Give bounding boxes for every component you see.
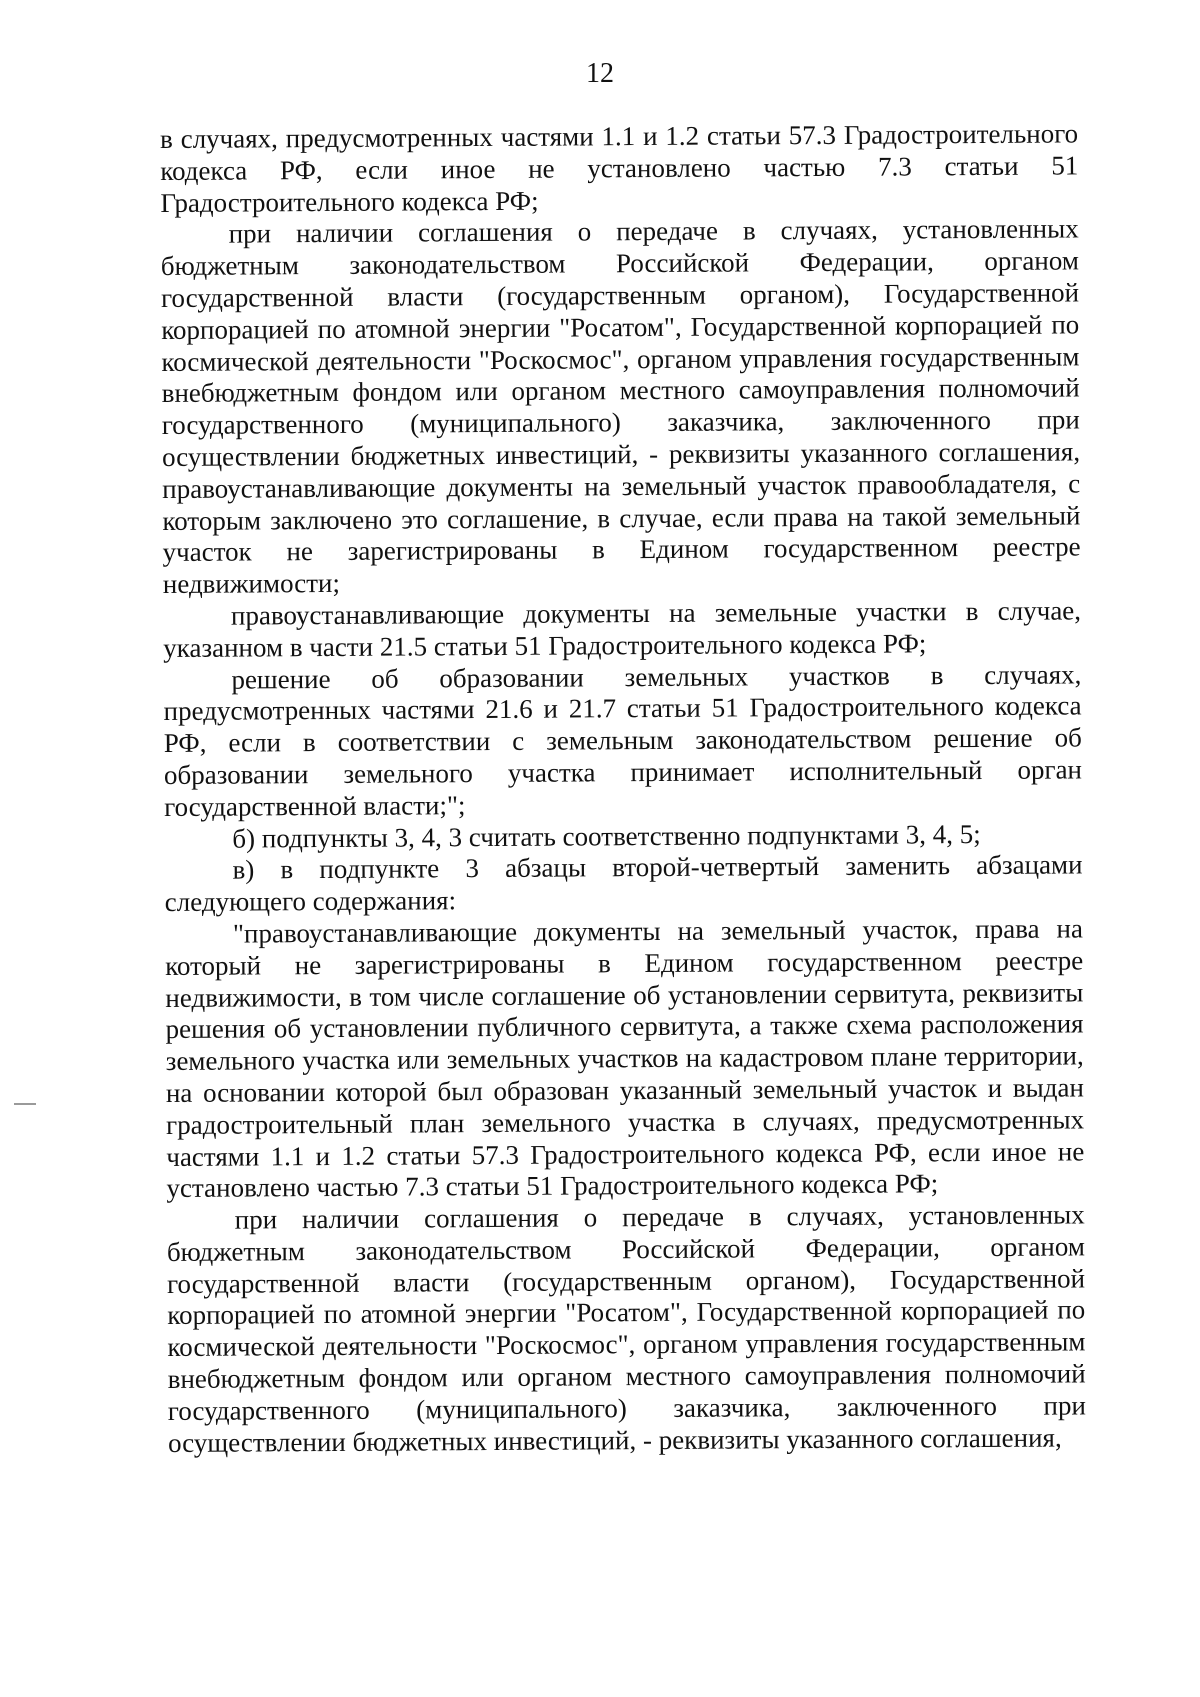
- paragraph-1: в случаях, предусмотренных частями 1.1 и 1.2 статьи 57.3 Градостроительного кодекса РФ, если иное не установлено частью 7.3 статьи 51 Градостроительного кодекса РФ;: [160, 118, 1079, 218]
- paragraph-6: в) в подпункте 3 абзацы второй-четвертый заменить абзацами следующего содержания:: [164, 849, 1083, 918]
- paragraph-3: правоустанавливающие документы на земельные участки в случае, указанном в части 21.5 статьи 51 Градостроительного кодекса РФ;: [163, 595, 1082, 663]
- document-body: [160, 118, 1086, 1459]
- paragraph-7: "правоустанавливающие документы на земельный участок, права на который не зарегистрированы в Едином государственном реестре недвижимости, в том числе соглашение об установлении сервитута, реквизиты решения об установлении публичного сервитута, а также схема расположения земельного участка или земельных участков на кадастровом плане территории, на основании которой был образован указанный земельный участок и выдан градостроительный план земельного участка в случаях, предусмотренных частями 1.1 и 1.2 статьи 57.3 Градостроительного кодекса РФ, если иное не установлено частью 7.3 статьи 51 Градостроительного кодекса РФ;: [165, 913, 1085, 1204]
- paragraph-8: при наличии соглашения о передаче в случаях, установленных бюджетным законодательством Российской Федерации, органом государственной власти (государственным органом), Государственной корпорацией по атомной энергии "Росатом", Государственной корпорацией по космической деятельности "Роскосмос", органом управления государственным внебюджетным фондом или органом местного самоуправления полномочий государственного (муниципального) заказчика, заключенного при осуществлении бюджетных инвестиций, - реквизиты указанного соглашения,: [166, 1199, 1086, 1458]
- paragraph-4: решение об образовании земельных участков в случаях, предусмотренных частями 21.6 и 21.7 статьи 51 Градостроительного кодекса РФ, если в соответствии с земельным законодательством решение об образовании земельного участка принимает исполнительный орган государственной власти;";: [163, 658, 1083, 822]
- paragraph-5: б) подпункты 3, 4, 3 считать соответственно подпунктами 3, 4, 5;: [232, 818, 981, 854]
- page-number: 12: [586, 58, 614, 89]
- scan-margin-mark: [14, 1103, 36, 1105]
- paragraph-2: при наличии соглашения о передаче в случаях, установленных бюджетным законодательством Российской Федерации, органом государственной власти (государственным органом), Государственной корпорацией по атомной энергии "Росатом", Государственной корпорацией по космической деятельности "Роскосмос", органом управления государственным внебюджетным фондом или органом местного самоуправления полномочий государственного (муниципального) заказчика, заключенного при осуществлении бюджетных инвестиций, - реквизиты указанного соглашения, правоустанавливающие документы на земельный участок правообладателя, с которым заключено это соглашение, в случае, если права на такой земельный участок не зарегистрированы в Едином государственном реестре недвижимости;: [160, 213, 1081, 600]
